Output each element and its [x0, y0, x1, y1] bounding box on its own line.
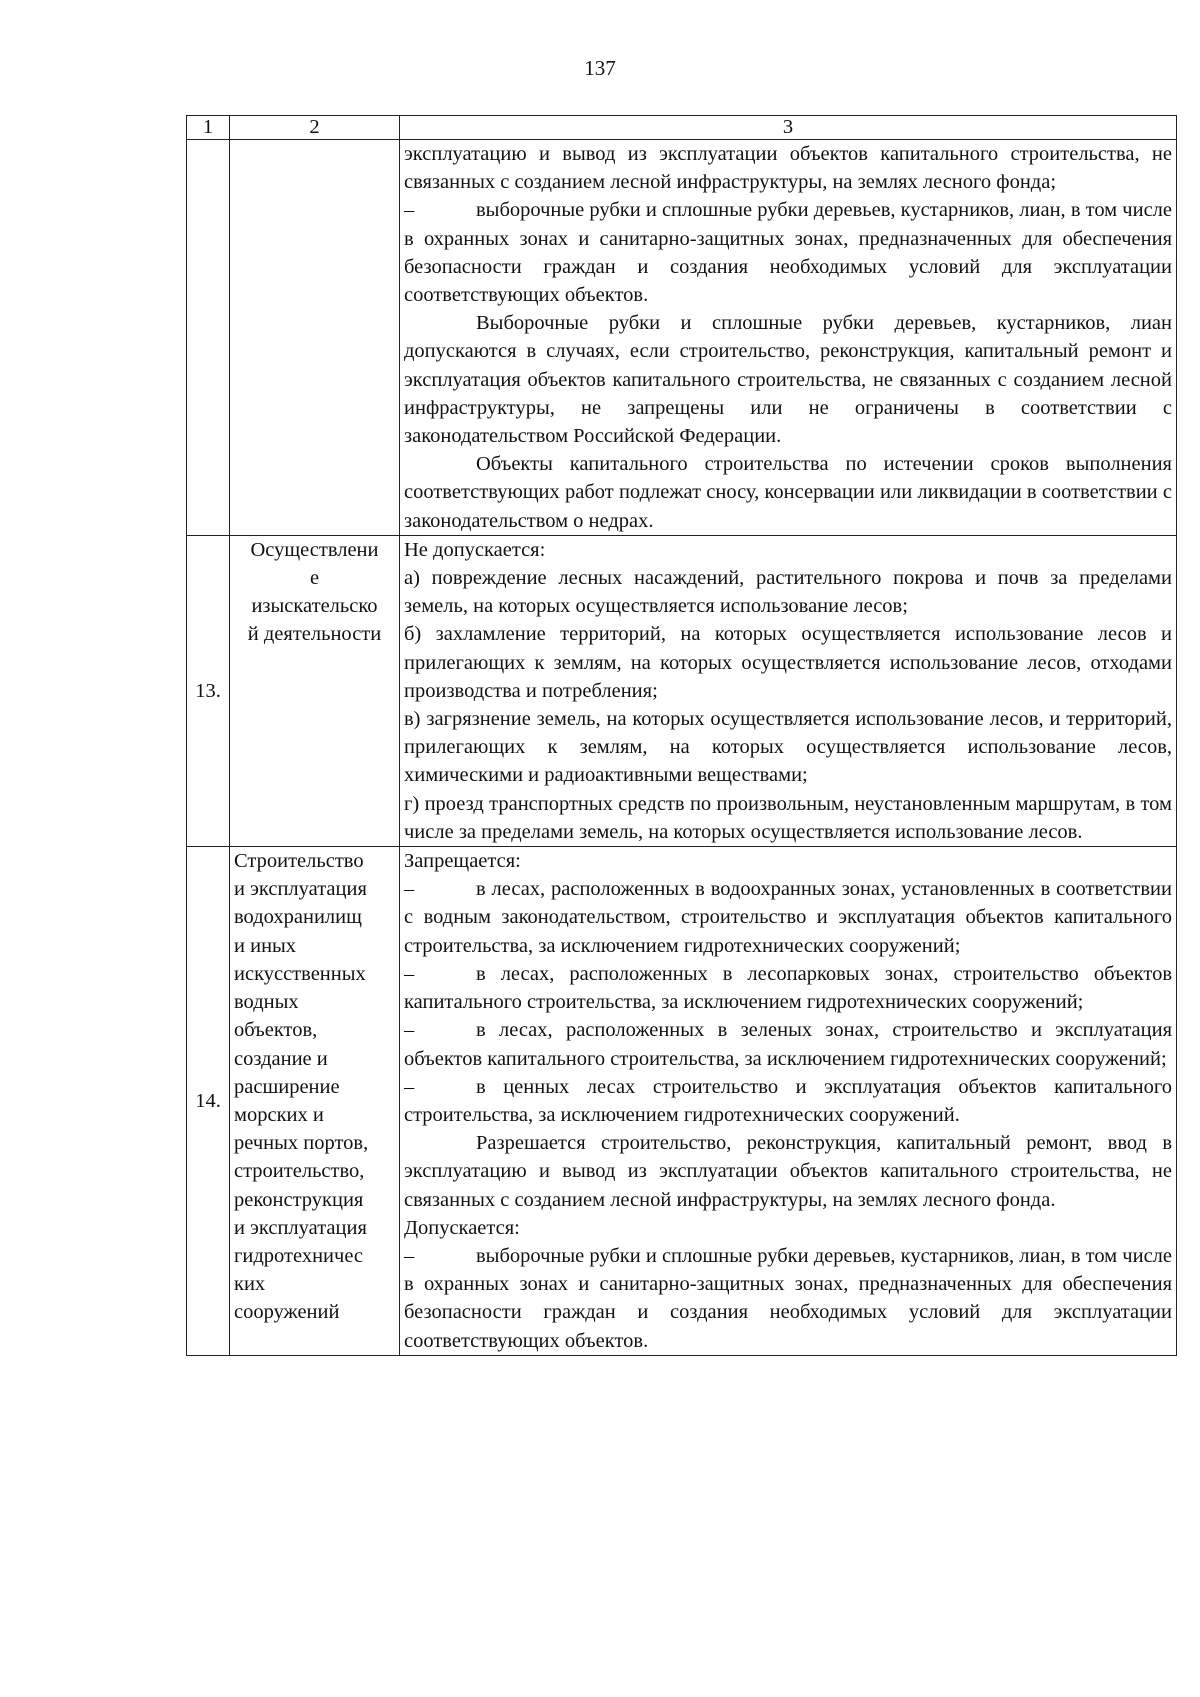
activity-name-line: и эксплуатация: [234, 878, 367, 901]
paragraph-text: Допускается:: [404, 1216, 520, 1239]
paragraph-text: Объекты капитального строительства по истечении сроков выполнения соответствующих работ подлежат сносу, консервации или ликвидации в соответствии с законодательством о недрах.: [404, 453, 1172, 532]
requirement-paragraph: [404, 875, 1172, 960]
list-dash: –: [404, 878, 415, 901]
activity-name-line: и иных: [234, 934, 297, 957]
requirement-paragraph: [404, 196, 1172, 309]
requirement-paragraph: [404, 705, 1172, 790]
activity-name: [230, 140, 400, 536]
list-dash: –: [404, 962, 415, 985]
list-dash: –: [404, 1075, 415, 1098]
paragraph-text: б) захламление территорий, на которых осуществляется использование лесов и прилегающих к землям, на которых осуществляется использование лесов, отходами производства и потребления;: [404, 623, 1172, 702]
activity-name-line: й деятельности: [247, 623, 382, 646]
activity-name-line: гидротехничес: [234, 1244, 364, 1267]
activity-name-line: водохранилищ: [234, 906, 362, 929]
paragraph-text: Выборочные рубки и сплошные рубки деревьев, кустарников, лиан допускаются в случаях, если строительство, реконструкция, капитальный ремонт и эксплуатация объектов капитального строительства, не связанных с созданием лесной инфраструктуры, не запрещены или не ограничены в соответствии с законодательством Российской Федерации.: [404, 312, 1172, 448]
activity-name-line: ких: [234, 1273, 266, 1296]
paragraph-text: Разрешается строительство, реконструкция, капитальный ремонт, ввод в эксплуатацию и вывод из эксплуатации объектов капитального строительства, не связанных с созданием лесной инфраструктуры, на землях лесного фонда.: [404, 1132, 1172, 1211]
activity-name-line: создание и: [234, 1047, 328, 1070]
activity-name: [230, 847, 400, 1356]
activity-name: [230, 535, 400, 846]
activity-name-line: объектов,: [234, 1019, 318, 1042]
requirement-paragraph: [404, 536, 1172, 564]
paragraph-text: в лесах, расположенных в зеленых зонах, строительство и эксплуатация объектов капитального строительства, за исключением гидротехнических сооружений;: [404, 1019, 1172, 1070]
requirements-text: [400, 847, 1177, 1356]
list-dash: –: [404, 1244, 415, 1267]
requirement-paragraph: [404, 960, 1172, 1016]
list-dash: –: [404, 199, 415, 222]
paragraph-text: выборочные рубки и сплошные рубки деревьев, кустарников, лиан, в том числе в охранных зонах и санитарно-защитных зонах, предназначенных для обеспечения безопасности граждан и создания необходимых условий для эксплуатации соответствующих объектов.: [404, 1244, 1172, 1352]
activity-name-line: морских и: [234, 1103, 324, 1126]
activity-name-line: речных портов,: [234, 1132, 369, 1155]
list-dash: –: [404, 1019, 415, 1042]
paragraph-text: в ценных лесах строительство и эксплуатация объектов капитального строительства, за исключением гидротехнических сооружений.: [404, 1075, 1172, 1126]
paragraph-text: эксплуатацию и вывод из эксплуатации объектов капитального строительства, не связанных с созданием лесной инфраструктуры, на землях лесного фонда;: [404, 143, 1172, 194]
activity-name-line: сооружений: [234, 1301, 340, 1324]
requirement-paragraph: [404, 1129, 1172, 1214]
table-body: [187, 116, 1177, 1356]
table-row: [187, 140, 1177, 536]
activity-name-line: искусственных: [234, 962, 366, 985]
requirement-paragraph: [404, 309, 1172, 450]
activity-name-line: реконструкция: [234, 1188, 364, 1211]
activity-name-line: е: [309, 567, 320, 590]
paragraph-text: в) загрязнение земель, на которых осуществляется использование лесов, и территорий, прилегающих к землям, на которых осуществляется использование лесов, химическими и радиоактивными веществами;: [404, 708, 1172, 787]
header-cell-2: 2: [230, 116, 400, 140]
regulations-table: [186, 115, 1177, 1356]
requirement-paragraph: [404, 564, 1172, 620]
header-cell-3: 3: [400, 116, 1177, 140]
requirement-paragraph: [404, 1242, 1172, 1355]
requirement-paragraph: [404, 620, 1172, 705]
paragraph-text: а) повреждение лесных насаждений, растительного покрова и почв за пределами земель, на которых осуществляется использование лесов;: [404, 567, 1172, 618]
activity-name-line: Строительство: [234, 850, 364, 873]
row-number: 13.: [187, 535, 230, 846]
row-number: 14.: [187, 847, 230, 1356]
paragraph-text: в лесах, расположенных в водоохранных зонах, установленных в соответствии с водным законодательством, строительство и эксплуатация объектов капитального строительства, за исключением гидротехнических сооружений;: [404, 878, 1172, 957]
activity-name-line: Осуществлени: [250, 538, 379, 561]
activity-name-line: изыскательско: [251, 595, 378, 618]
requirement-paragraph: [404, 140, 1172, 196]
paragraph-text: Не допускается:: [404, 538, 546, 561]
activity-name-line: водных: [234, 991, 299, 1014]
activity-name-line: строительство,: [234, 1160, 365, 1183]
requirement-paragraph: [404, 790, 1172, 846]
requirements-text: [400, 140, 1177, 536]
row-number: [187, 140, 230, 536]
requirement-paragraph: [404, 1016, 1172, 1072]
activity-name-line: расширение: [234, 1075, 340, 1098]
page-number: 137: [584, 56, 616, 80]
activity-name-line: и эксплуатация: [234, 1216, 367, 1239]
header-cell-1: 1: [187, 116, 230, 140]
requirement-paragraph: [404, 847, 1172, 875]
requirement-paragraph: [404, 1214, 1172, 1242]
requirements-text: [400, 535, 1177, 846]
paragraph-text: Запрещается:: [404, 850, 521, 873]
requirement-paragraph: [404, 450, 1172, 535]
table-header-row: [187, 116, 1177, 140]
paragraph-text: г) проезд транспортных средств по произвольным, неустановленным маршрутам, в том числе за пределами земель, на которых осуществляется использование лесов.: [404, 792, 1172, 843]
paragraph-text: в лесах, расположенных в лесопарковых зонах, строительство объектов капитального строительства, за исключением гидротехнических сооружений;: [404, 962, 1172, 1014]
table-row: [187, 847, 1177, 1356]
table-row: [187, 535, 1177, 846]
paragraph-text: выборочные рубки и сплошные рубки деревьев, кустарников, лиан, в том числе в охранных зонах и санитарно-защитных зонах, предназначенных для обеспечения безопасности граждан и создания необходимых условий для эксплуатации соответствующих объектов.: [404, 199, 1172, 307]
requirement-paragraph: [404, 1073, 1172, 1129]
